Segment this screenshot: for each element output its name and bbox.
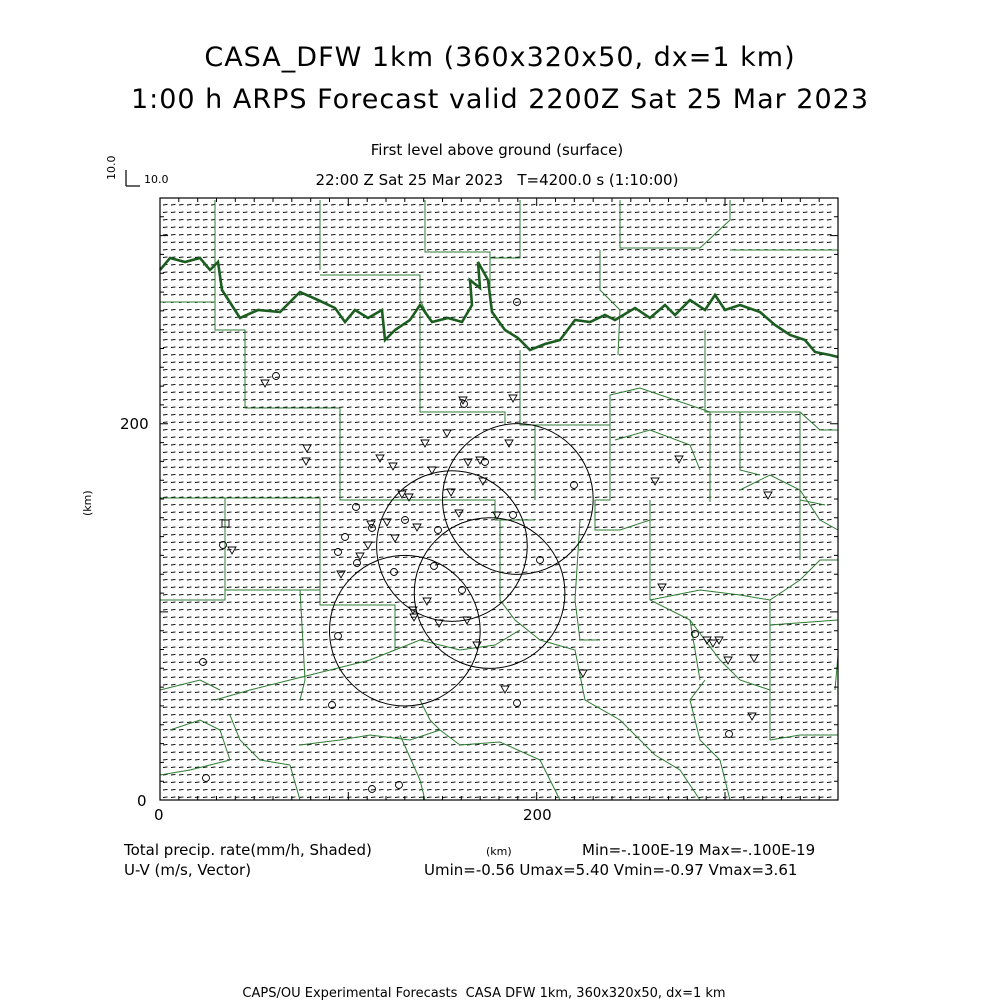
x-axis-label: (km) bbox=[486, 845, 512, 858]
footer-credit: CAPS/OU Experimental Forecasts CASA DFW 1km, 360x320x50, dx=1 km bbox=[242, 986, 726, 1000]
station-triangle bbox=[364, 542, 372, 549]
station-triangle bbox=[356, 553, 364, 560]
plot-frame bbox=[160, 198, 838, 800]
vector-ref-x-label: 10.0 bbox=[144, 173, 169, 186]
station-triangle bbox=[509, 395, 517, 402]
station-triangle bbox=[421, 440, 429, 447]
station-circle bbox=[354, 560, 361, 567]
y-tick-0: 0 bbox=[137, 792, 147, 810]
station-circle bbox=[335, 633, 342, 640]
footer-field-vector: U-V (m/s, Vector) bbox=[124, 861, 252, 879]
footer-uv-range: Umin=-0.56 Umax=5.40 Vmin=-0.97 Vmax=3.61 bbox=[424, 861, 798, 879]
radar-1-ring bbox=[442, 424, 593, 575]
subtitle-time: 22:00 Z Sat 25 Mar 2023 T=4200.0 s (1:10:00) bbox=[315, 171, 679, 189]
axis-ticks bbox=[160, 198, 838, 800]
x-tick-200: 200 bbox=[523, 806, 552, 824]
station-circle bbox=[510, 512, 517, 519]
station-triangle bbox=[651, 478, 659, 485]
y-tick-200: 200 bbox=[120, 415, 149, 433]
station-circle bbox=[726, 731, 733, 738]
station-triangle bbox=[228, 547, 236, 554]
station-triangle bbox=[423, 598, 431, 605]
station-circle bbox=[514, 700, 521, 707]
station-circle bbox=[273, 373, 280, 380]
reference-vector bbox=[126, 170, 140, 186]
station-triangle bbox=[389, 463, 397, 470]
footer-minmax: Min=-.100E-19 Max=-.100E-19 bbox=[582, 841, 816, 859]
x-tick-0: 0 bbox=[154, 806, 164, 824]
station-triangle bbox=[505, 440, 513, 447]
title-line-2: 1:00 h ARPS Forecast valid 2200Z Sat 25 Mar 2023 bbox=[130, 84, 870, 115]
station-triangle bbox=[709, 640, 717, 647]
station-triangle bbox=[476, 457, 484, 464]
station-triangle bbox=[724, 657, 732, 664]
y-axis-label: (km) bbox=[81, 490, 94, 516]
station-triangle bbox=[376, 455, 384, 462]
station-symbols bbox=[200, 299, 773, 793]
radar-4-ring bbox=[330, 555, 481, 706]
wind-vector-field bbox=[163, 204, 832, 797]
station-triangle bbox=[764, 492, 772, 499]
station-circle bbox=[203, 775, 210, 782]
wind-vectors bbox=[163, 204, 832, 797]
state-border-red-river bbox=[160, 258, 838, 357]
title-line-1: CASA_DFW 1km (360x320x50, dx=1 km) bbox=[204, 42, 796, 73]
subtitle-level: First level above ground (surface) bbox=[370, 141, 624, 159]
station-triangle bbox=[455, 510, 463, 517]
footer-field-precip: Total precip. rate(mm/h, Shaded) bbox=[124, 841, 372, 859]
station-triangle bbox=[748, 713, 756, 720]
station-circle bbox=[396, 782, 403, 789]
county-boundaries bbox=[160, 200, 838, 800]
station-triangle bbox=[303, 445, 311, 452]
station-triangle bbox=[750, 655, 758, 662]
station-circle bbox=[431, 563, 438, 570]
station-triangle bbox=[391, 535, 399, 542]
station-circle bbox=[342, 534, 349, 541]
station-circle bbox=[335, 549, 342, 556]
vector-ref-y-label: 10.0 bbox=[105, 155, 118, 180]
tick-marks bbox=[160, 198, 838, 800]
station-circle bbox=[369, 786, 376, 793]
station-triangle bbox=[443, 430, 451, 437]
station-triangle bbox=[261, 380, 269, 387]
